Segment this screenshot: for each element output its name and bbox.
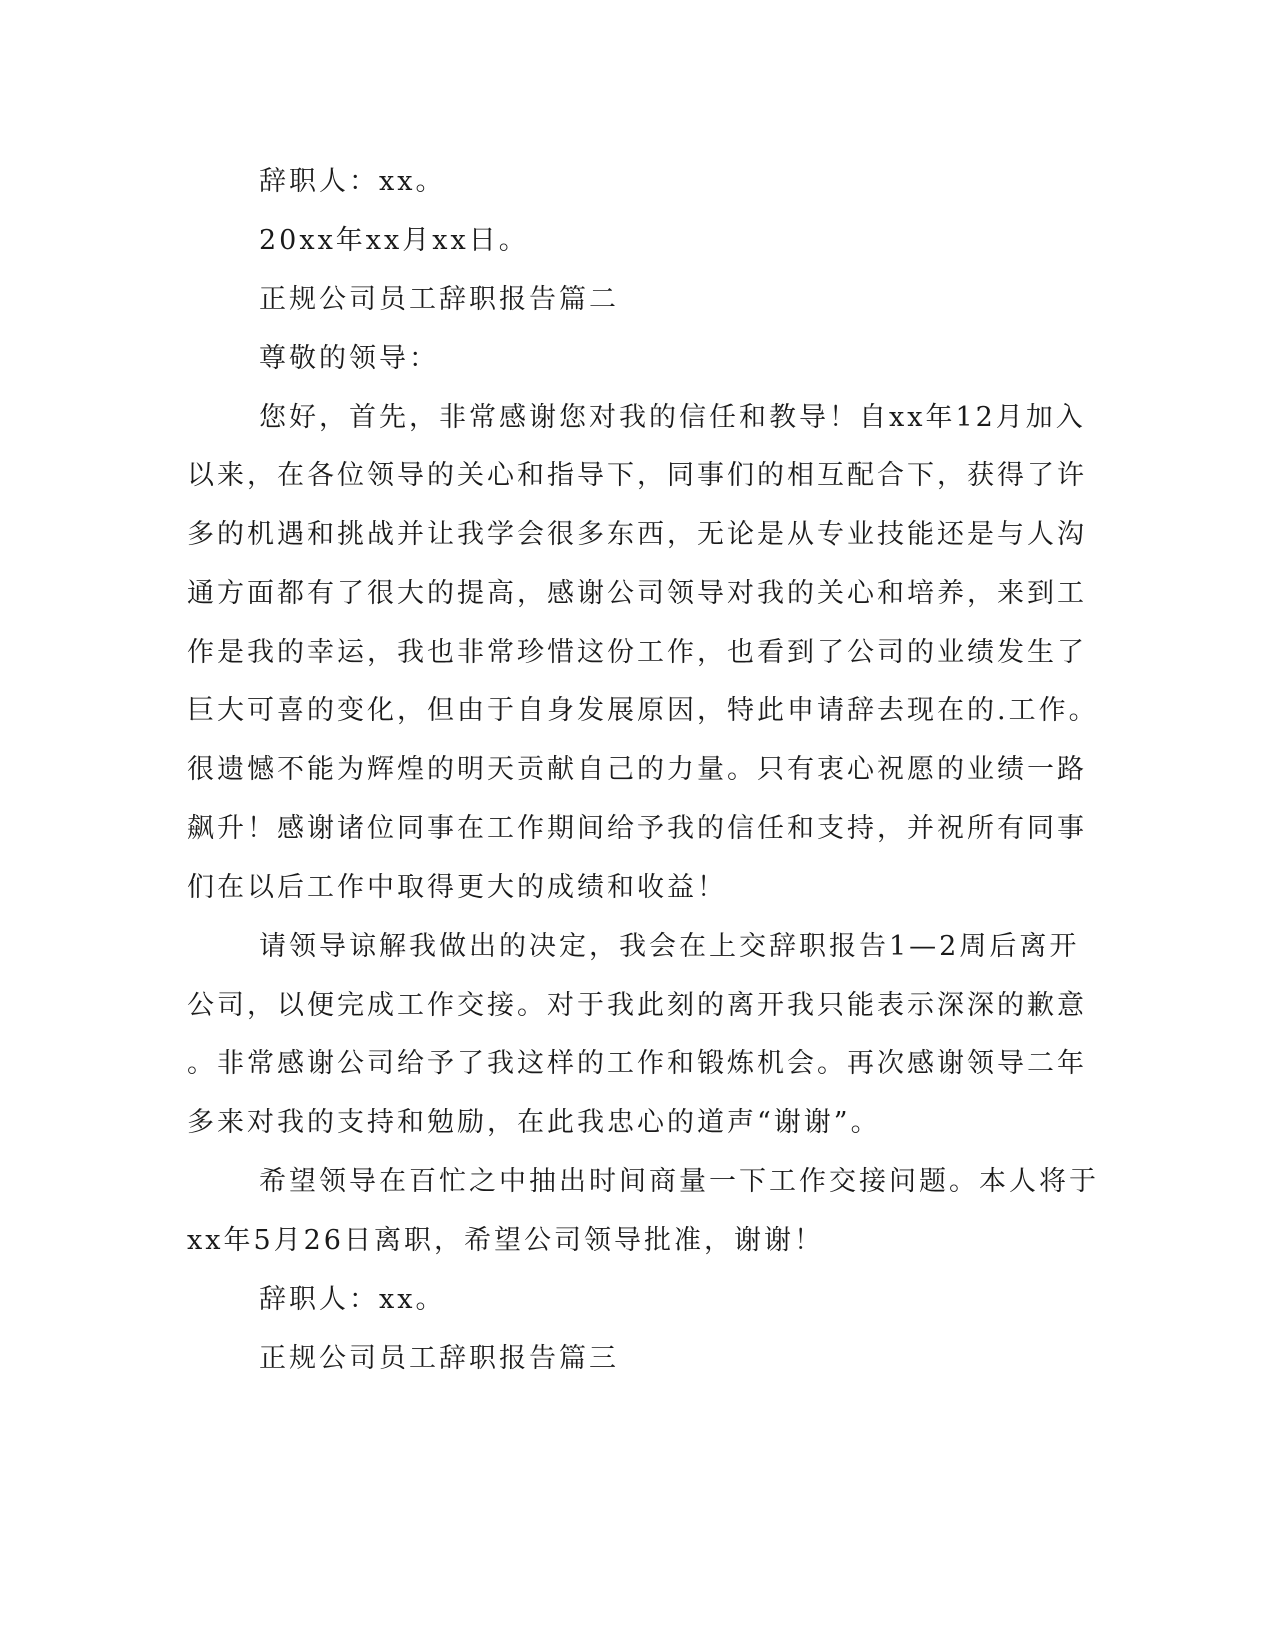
paragraph-line: 很遗憾不能为辉煌的明天贡献自己的力量。只有衷心祝愿的业绩一路	[187, 754, 1087, 785]
date-line: 20xx年xx月xx日。	[259, 225, 529, 256]
paragraph-line: 请领导谅解我做出的决定，我会在上交辞职报告1—2周后离开	[259, 931, 1080, 962]
paragraph-line: 多来对我的支持和勉励，在此我忠心的道声“谢谢”。	[187, 1107, 881, 1138]
paragraph-line: 飙升！感谢诸位同事在工作期间给予我的信任和支持，并祝所有同事	[187, 813, 1087, 844]
paragraph-line: xx年5月26日离职，希望公司领导批准，谢谢！	[187, 1225, 824, 1256]
signature-line: 辞职人：xx。	[259, 166, 446, 197]
paragraph-line: 希望领导在百忙之中抽出时间商量一下工作交接问题。本人将于	[259, 1166, 1099, 1197]
paragraph-line: 公司，以便完成工作交接。对于我此刻的离开我只能表示深深的歉意	[187, 990, 1087, 1021]
paragraph-line: 们在以后工作中取得更大的成绩和收益！	[187, 872, 727, 903]
salutation: 尊敬的领导：	[259, 343, 439, 374]
paragraph-line: 您好，首先，非常感谢您对我的信任和教导！自xx年12月加入	[259, 402, 1086, 433]
paragraph-line: 以来，在各位领导的关心和指导下，同事们的相互配合下，获得了许	[187, 460, 1087, 491]
paragraph-line: 多的机遇和挑战并让我学会很多东西，无论是从专业技能还是与人沟	[187, 519, 1087, 550]
paragraph-line: 。非常感谢公司给予了我这样的工作和锻炼机会。再次感谢领导二年	[187, 1048, 1087, 1079]
signature-line: 辞职人：xx。	[259, 1284, 446, 1315]
section-title: 正规公司员工辞职报告篇三	[259, 1343, 619, 1374]
paragraph-line: 巨大可喜的变化，但由于自身发展原因，特此申请辞去现在的.工作。	[187, 695, 1099, 726]
paragraph-line: 作是我的幸运，我也非常珍惜这份工作，也看到了公司的业绩发生了	[187, 637, 1087, 668]
section-title: 正规公司员工辞职报告篇二	[259, 284, 619, 315]
paragraph-line: 通方面都有了很大的提高，感谢公司领导对我的关心和培养，来到工	[187, 578, 1087, 609]
